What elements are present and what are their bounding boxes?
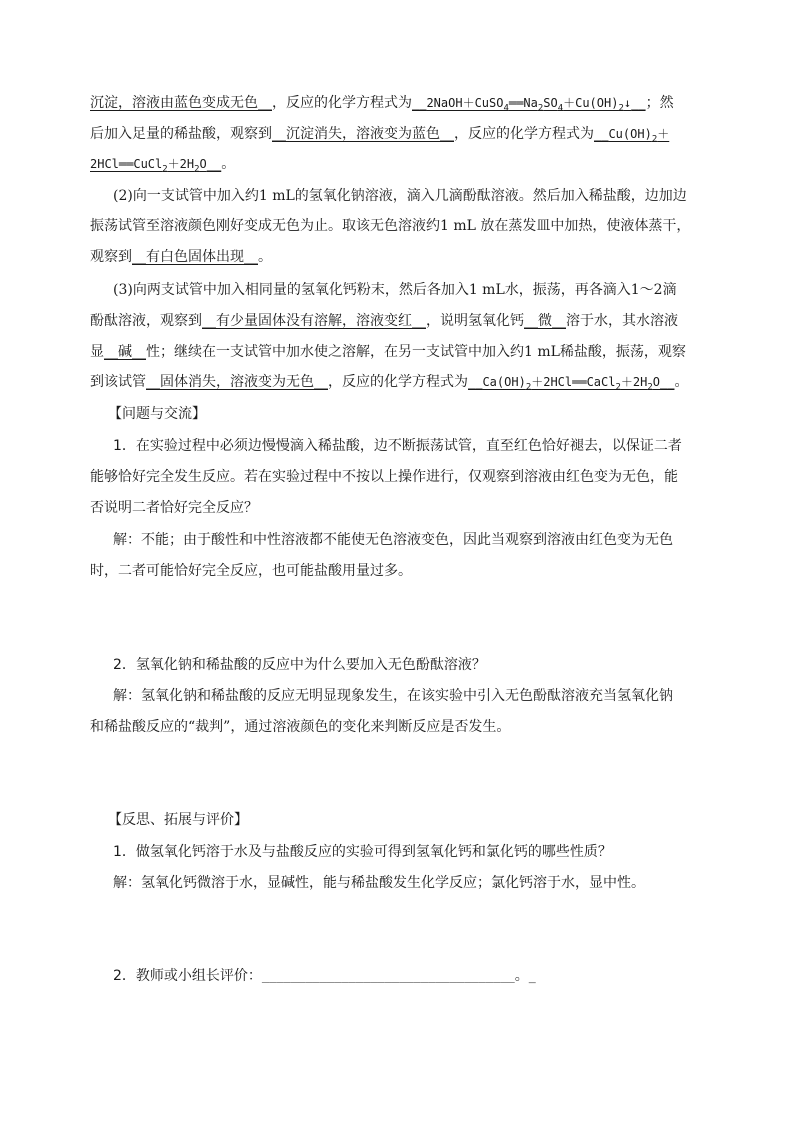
equation-answer: $2HCl══CuCl_2+2H_2O\_\_$ xyxy=(90,157,222,175)
text-line-p2a: (2)向一支试管中加入约1 mL的氢氧化钠溶液，滴入几滴酚酞溶液。然后加入稀盐酸，边加边 xyxy=(113,188,687,204)
evaluation-blank[interactable]: ___________________________________ xyxy=(261,969,515,983)
answer-1-cont: 时，二者可能恰好完全反应，也可能盐酸用量过多。 xyxy=(90,563,412,579)
text-line-1: 沉淀，溶液由蓝色变成无色__，反应的化学方程式为$\_\_2NaOH+CuSO_4══Na_2SO_4+Cu(OH)_2↓\_\_$；然 xyxy=(90,95,674,114)
text-line-p3a: (3)向两支试管中加入相同量的氢氧化钙粉末，然后各加入1 mL水，振荡，再各滴入1～2滴 xyxy=(113,282,677,298)
question-3: 1．做氢氧化钙溶于水及与盐酸反应的实验可得到氢氧化钙和氯化钙的哪些性质？ xyxy=(113,844,612,860)
text-line-p3c: 显__碱__性；继续在一支试管中加水使之溶解，在另一支试管中加入约1 mL稀盐酸，振荡，观察 xyxy=(90,344,686,360)
text-line-p3d: 到该试管__固体消失，溶液变为无色__，反应的化学方程式为$\_\_Ca(OH)_2+2HCl══CaCl_2+2H_2O\_\_$。 xyxy=(90,374,689,393)
text-line-3: $2HCl══CuCl_2+2H_2O\_\_$。 xyxy=(90,156,236,175)
answer-blank: __有少量固体没有溶解，溶液变红__ xyxy=(202,313,426,329)
equation-answer: $\_\_Ca(OH)_2+2HCl══CaCl_2+2H_2O\_\_$ xyxy=(468,375,675,393)
answer-blank: __沉淀消失，溶液变为蓝色__ xyxy=(272,126,454,142)
answer-1: 解：不能；由于酸性和中性溶液都不能使无色溶液变色，因此当观察到溶液由红色变为无色 xyxy=(113,532,673,548)
question-1-cont: 否说明二者恰好完全反应？ xyxy=(90,500,258,516)
answer-2-cont: 和稀盐酸反应的“裁判”，通过溶液颜色的变化来判断反应是否发生。 xyxy=(90,719,511,735)
section-heading: 【反思、拓展与评价】 xyxy=(108,812,248,828)
question-1-cont: 能够恰好完全发生反应。若在实验过程中不按以上操作进行，仅观察到溶液由红色变为无色，能 xyxy=(90,469,678,485)
equation-answer: $\_\_2NaOH+CuSO_4══Na_2SO_4+Cu(OH)_2↓\_\_$ xyxy=(412,96,646,114)
equation-answer: $\_\_Cu(OH)_2+$ xyxy=(594,127,670,145)
section-heading: 【问题与交流】 xyxy=(108,406,206,422)
answer-3: 解：氢氧化钙微溶于水，显碱性，能与稀盐酸发生化学反应；氯化钙溶于水，显中性。 xyxy=(113,875,645,891)
text-line-p2b: 振荡试管至溶液颜色刚好变成无色为止。取该无色溶液约1 mL 放在蒸发皿中加热，使液体蒸干， xyxy=(90,218,691,234)
text-line-p3b: 酚酞溶液，观察到__有少量固体没有溶解，溶液变红__，说明氢氧化钙__微__溶于水，其水溶液 xyxy=(90,313,678,329)
question-2: 2．氢氧化钠和稀盐酸的反应中为什么要加入无色酚酞溶液？ xyxy=(113,657,486,673)
answer-blank: __微__ xyxy=(524,313,566,329)
answer-blank: __有白色固体出现__ xyxy=(132,249,258,265)
answer-blank: 沉淀，溶液由蓝色变成无色 xyxy=(90,95,258,111)
answer-blank: __碱__ xyxy=(104,344,146,360)
evaluation-line: 2．教师或小组长评价：___________________________________。_ xyxy=(113,968,536,984)
text-line-2: 后加入足量的稀盐酸，观察到__沉淀消失，溶液变为蓝色__，反应的化学方程式为$\_\_Cu(OH)_2+$ xyxy=(90,126,670,145)
answer-blank: __固体消失，溶液变为无色__ xyxy=(146,374,328,390)
text-line-p2c: 观察到__有白色固体出现__。 xyxy=(90,249,272,265)
question-1: 1．在实验过程中必须边慢慢滴入稀盐酸，边不断振荡试管，直至红色恰好褪去，以保证二者 xyxy=(113,438,682,454)
answer-2: 解：氢氧化钠和稀盐酸的反应无明显现象发生，在该实验中引入无色酚酞溶液充当氢氧化钠 xyxy=(113,688,673,704)
